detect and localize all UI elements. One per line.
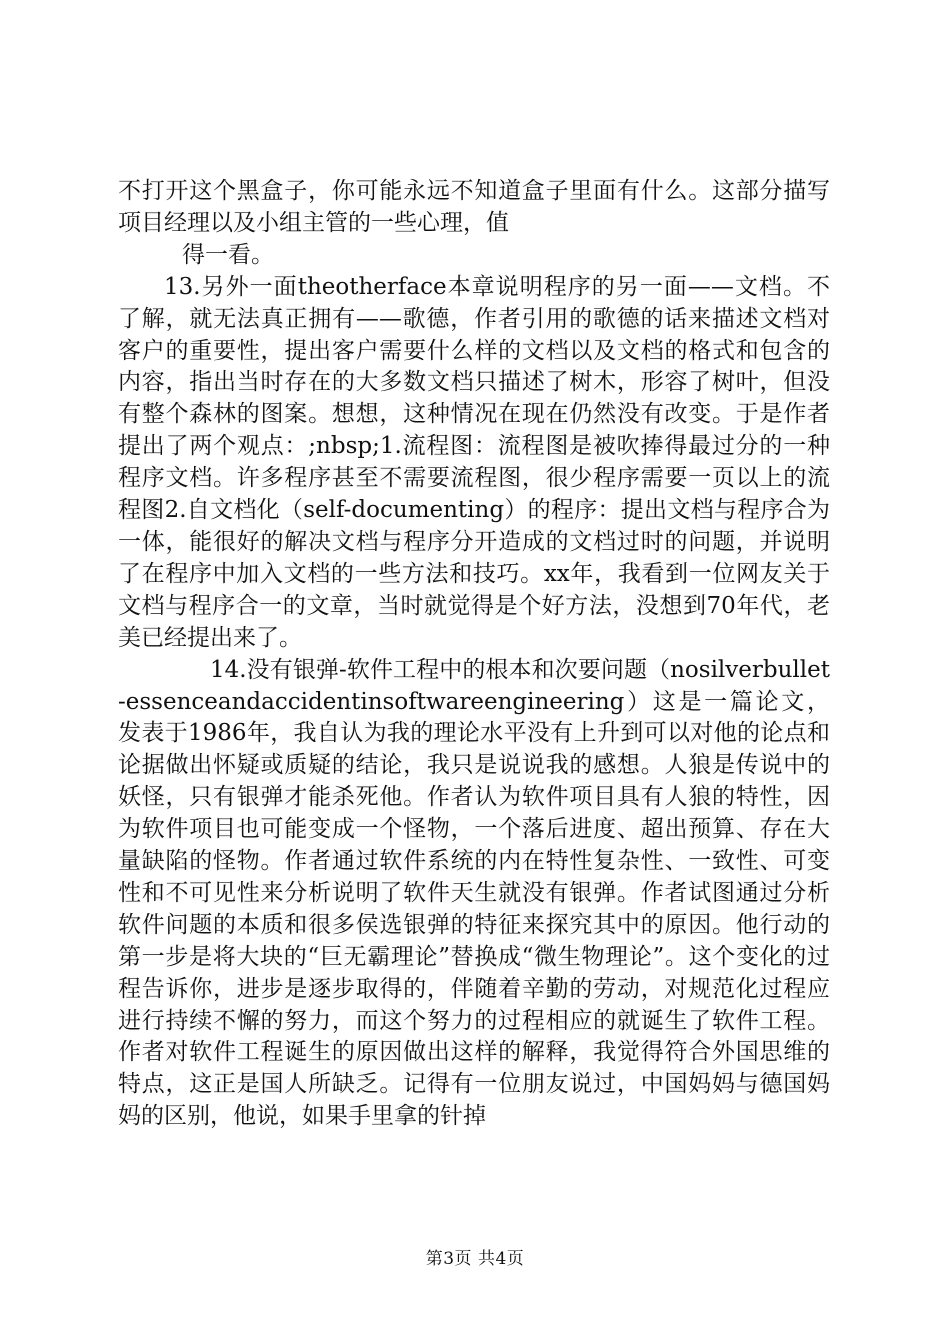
- paragraph-section-13: 13.另外一面theotherface本章说明程序的另一面——文档。不了解，就无法真正拥有——歌德，作者引用的歌德的话来描述文档对客户的重要性，提出客户需要什么样的文档以及文档的格式和包含的内容，指出当时存在的大多数文档只描述了树木，形容了树叶，但没有整个森林的图案。想想，这种情况在现在仍然没有改变。于是作者提出了两个观点：;nbsp;1.流程图：流程图是被吹捧得最过分的一种程序文档。许多程序甚至不需要流程图，很少程序需要一页以上的流程图2.自文档化（self-documenting）的程序：提出文档与程序合为一体，能很好的解决文档与程序分开造成的文档过时的问题，并说明了在程序中加入文档的一些方法和技巧。xx年，我看到一位网友关于文档与程序合一的文章，当时就觉得是个好方法，没想到70年代，老美已经提出来了。: [118, 273, 830, 651]
- document-body: [118, 176, 830, 1133]
- paragraph-continuation: 不打开这个黑盒子，你可能永远不知道盒子里面有什么。这部分描写项目经理以及小组主管的一些心理，值: [118, 178, 830, 236]
- paragraph-continuation-tail: 得一看。: [182, 241, 274, 268]
- page-footer: 第3页 共4页: [425, 1249, 525, 1269]
- paragraph-section-14: 14.没有银弹-软件工程中的根本和次要问题（nosilverbullet-essenceandaccidentinsoftwareengineering）这是一篇论文，发表于1986年，我自认为我的理论水平没有上升到可以对他的论点和论据做出怀疑或质疑的结论，我只是说说我的感想。人狼是传说中的妖怪，只有银弹才能杀死他。作者认为软件项目具有人狼的特性，因为软件项目也可能变成一个怪物，一个落后进度、超出预算、存在大量缺陷的怪物。作者通过软件系统的内在特性复杂性、一致性、可变性和不可见性来分析说明了软件天生就没有银弹。作者试图通过分析软件问题的本质和很多侯选银弹的特征来探究其中的原因。他行动的第一步是将大块的“巨无霸理论”替换成“微生物理论”。这个变化的过程告诉你，进步是逐步取得的，伴随着辛勤的劳动，对规范化过程应进行持续不懈的努力，而这个努力的过程相应的就诞生了软件工程。作者对软件工程诞生的原因做出这样的解释，我觉得符合外国思维的特点，这正是国人所缺乏。记得有一位朋友说过，中国妈妈与德国妈妈的区别，他说，如果手里拿的针掉: [118, 656, 830, 1130]
